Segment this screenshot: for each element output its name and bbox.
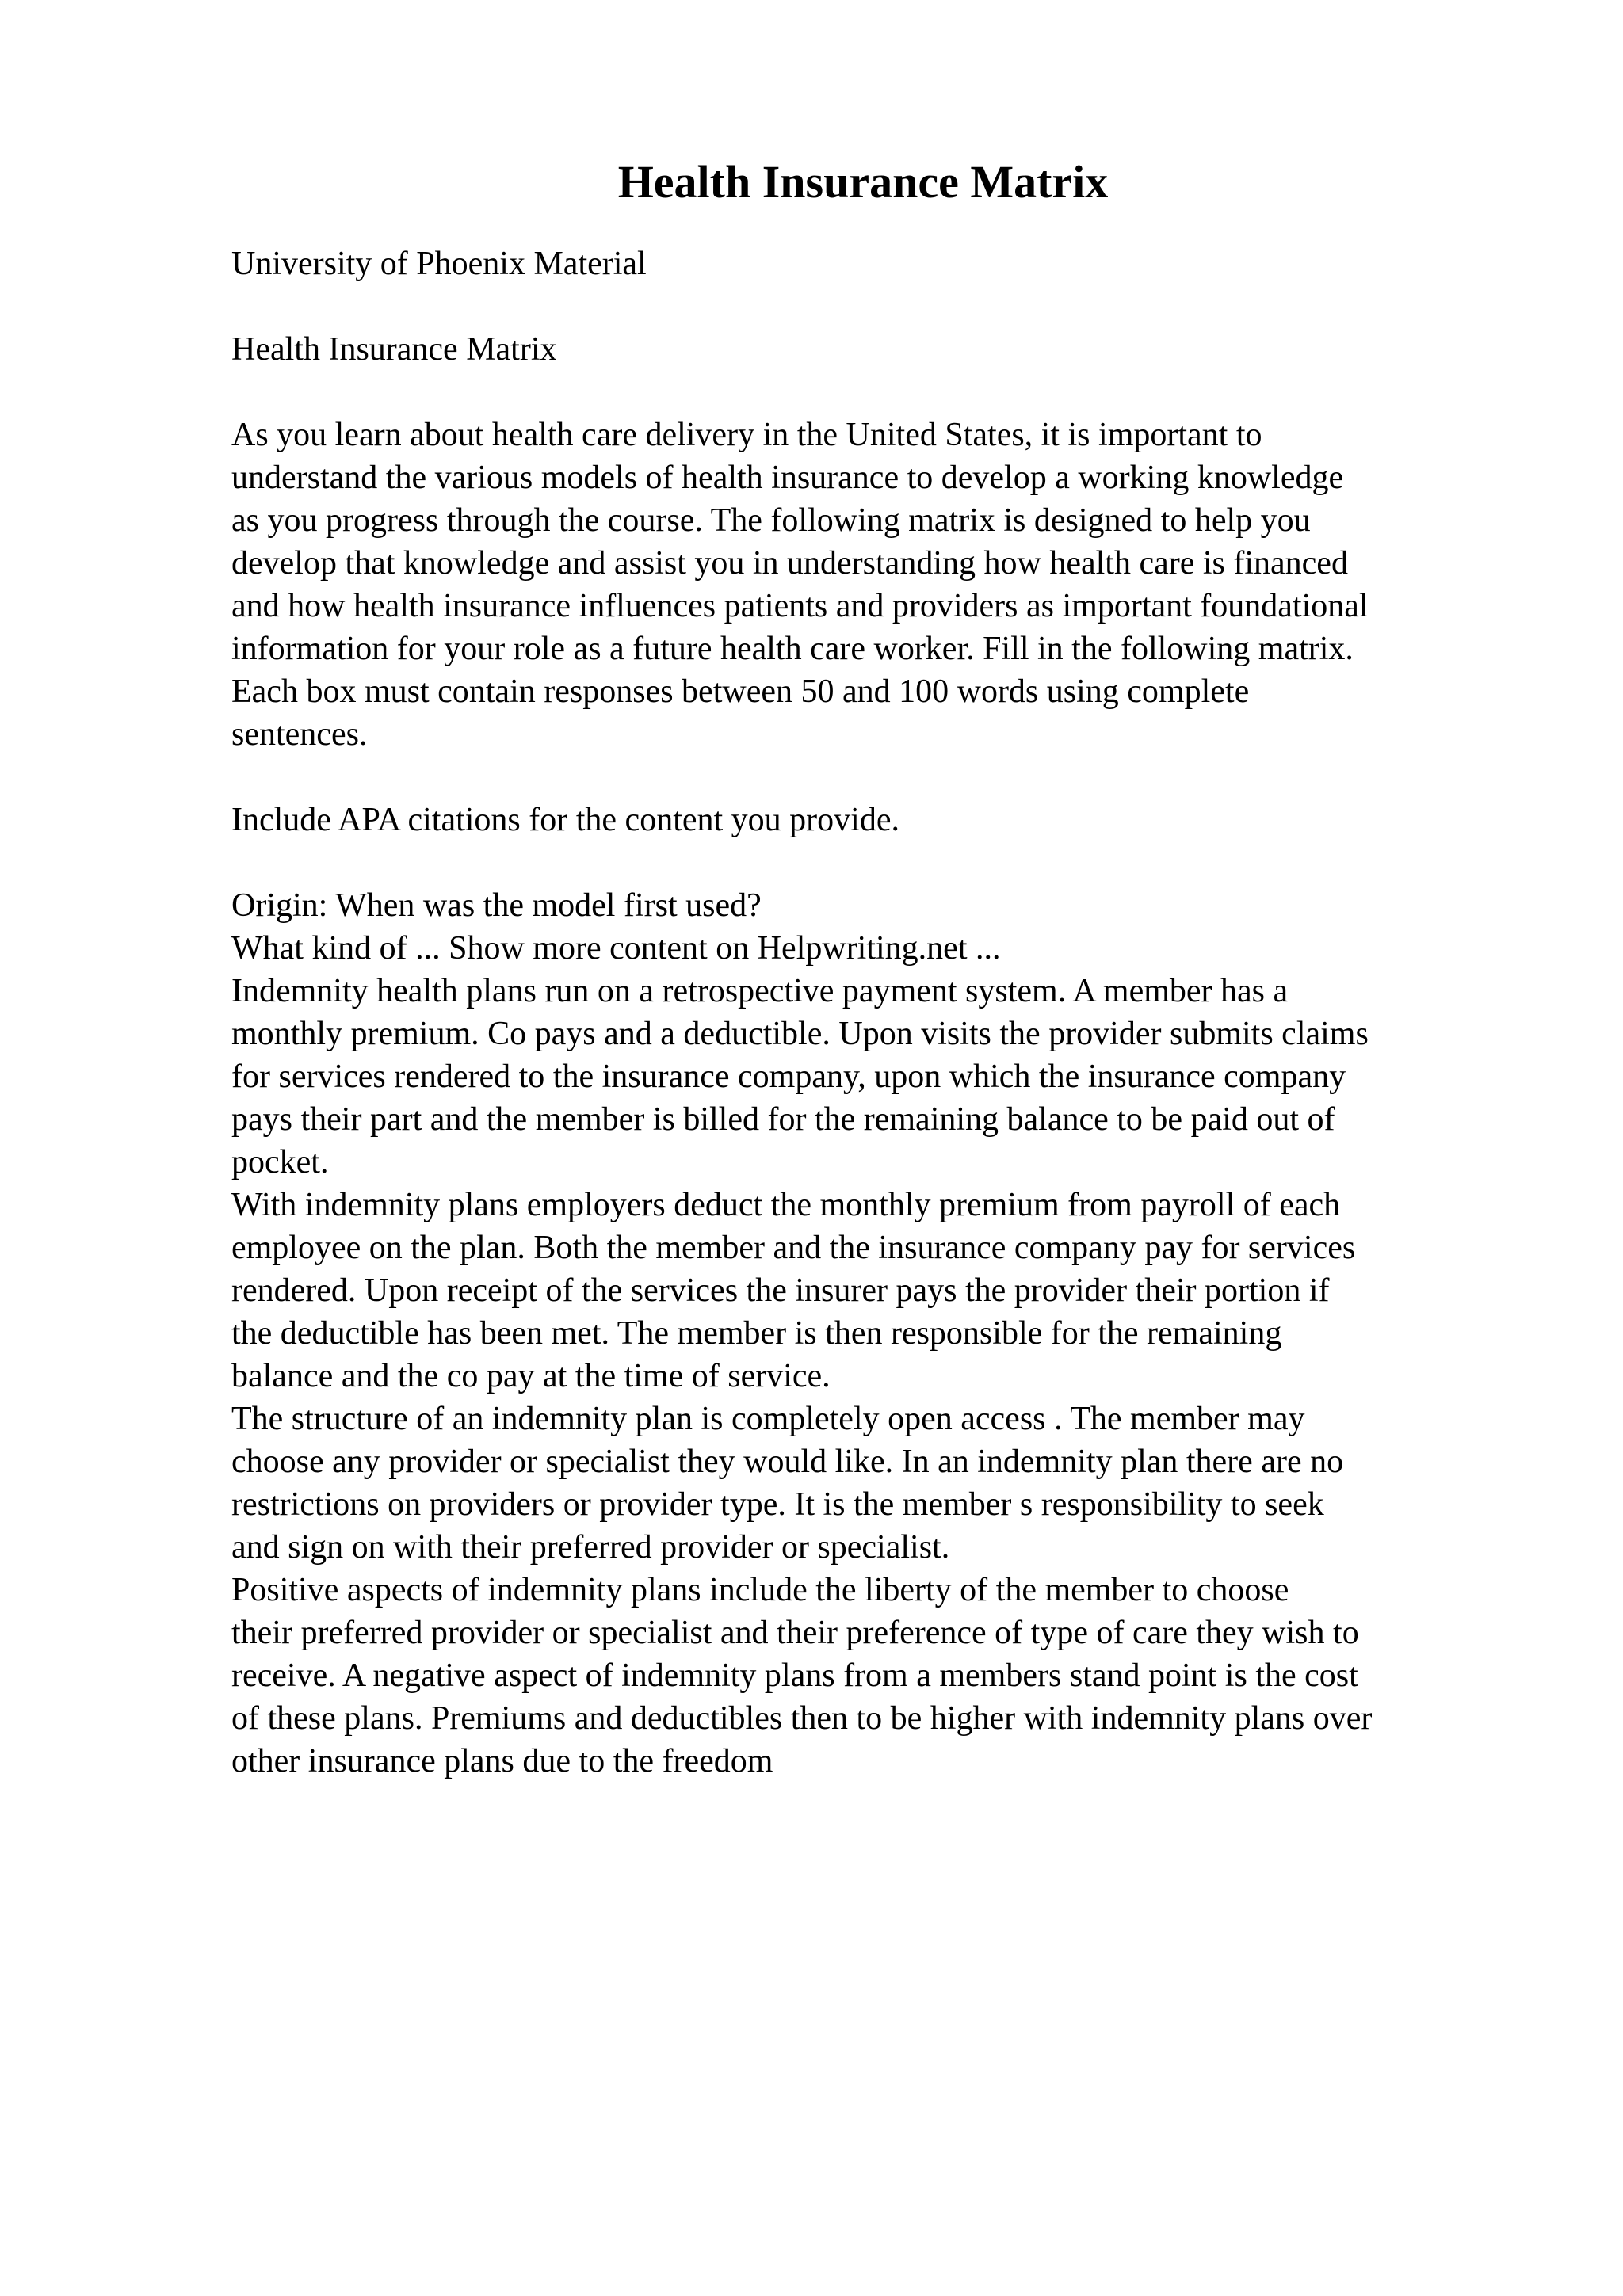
document-title: Health Insurance Matrix (617, 156, 1109, 208)
apa-note: Include APA citations for the content you provide. (231, 802, 899, 838)
origin-question: Origin: When was the model first used? (231, 887, 762, 924)
document-body (231, 242, 1515, 1783)
intro-paragraph: As you learn about health care delivery in the United States, it is important to understand the various models of health insurance to develop a working knowledge as you progress through the course. The following matrix is designed to help you develop that knowledge and assist you in understanding how health care is financed and how health insurance influences patients and providers as important foundational information for your role as a future health care worker. Fill in the following matrix. Each box must contain responses between 50 and 100 words using complete sentences. (231, 417, 1369, 753)
spacer (231, 371, 1515, 414)
show-more-line: What kind of ... Show more content on Helpwriting.net ... (231, 930, 1001, 967)
source-line: University of Phoenix Material (231, 246, 647, 282)
body-paragraph-payment: Indemnity health plans run on a retrospective payment system. A member has a monthly premium. Co pays and a deductible. Upon visits the provider submits claims for services rendered to the insurance company, upon which the insurance company pays their part and the member is billed for the remaining balance to be paid out of pocket. (231, 973, 1369, 1180)
spacer (231, 841, 1515, 884)
body-paragraph-aspects: Positive aspects of indemnity plans include the liberty of the member to choose their preferred provider or specialist and their preference of type of care they wish to receive. A negative aspect of indemnity plans from a members stand point is the cost of these plans. Premiums and deductibles then to be higher with indemnity plans over other insurance plans due to the freedom (231, 1572, 1373, 1779)
subtitle-line: Health Insurance Matrix (231, 331, 557, 368)
spacer (231, 285, 1515, 328)
body-paragraph-structure: The structure of an indemnity plan is completely open access . The member may choose any provider or specialist they would like. In an indemnity plan there are no restrictions on providers or provider type. It is the member s responsibility to seek and sign on with their preferred provider or specialist. (231, 1401, 1344, 1566)
body-paragraph-employers: With indemnity plans employers deduct the monthly premium from payroll of each employee on the plan. Both the member and the insurance company pay for services rendered. Upon receipt of the services the insurer pays the provider their portion if the deductible has been met. The member is then responsible for the remaining balance and the co pay at the time of service. (231, 1187, 1356, 1394)
spacer (231, 756, 1515, 799)
